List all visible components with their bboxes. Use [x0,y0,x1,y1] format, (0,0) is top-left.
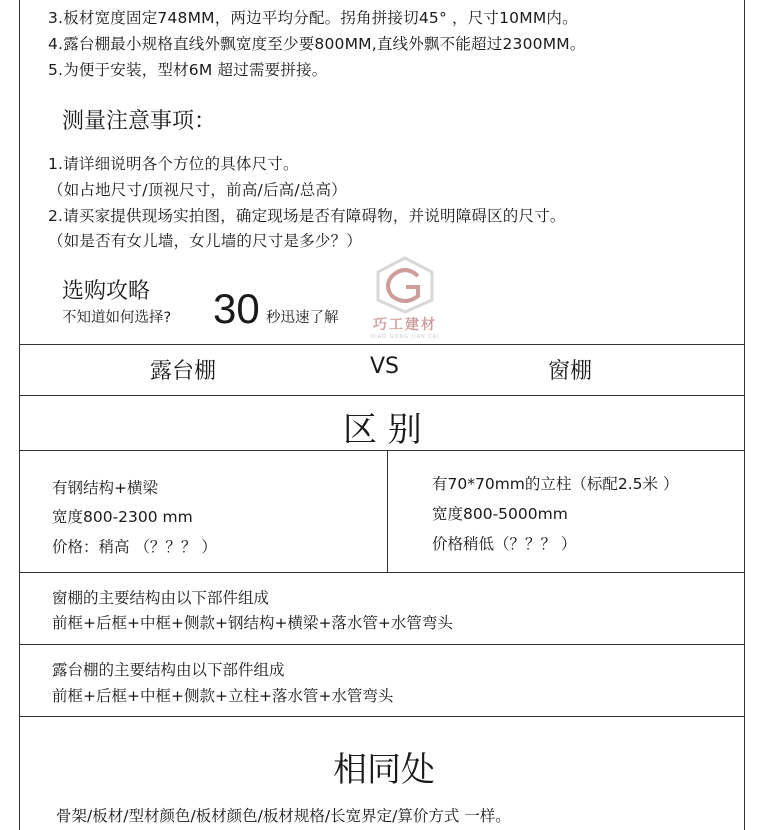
same-text: 骨架/板材/型材颜色/板材颜色/板材规格/长宽界定/算价方式 一样。 [56,807,511,825]
window-feature-1: 有70*70mm的立柱（标配2.5米 ） [432,475,679,493]
difference-title: 区 别 [343,410,422,450]
terrace-feature-3: 价格：稍高 （？？？ ） [52,538,217,556]
window-feature-3: 价格稍低（？？？ ） [432,535,577,553]
brand-logo-icon [360,254,450,316]
install-note-5: 5.为便于安装，型材6M 超过需要拼接。 [48,61,328,79]
divider [19,644,745,645]
guide-prefix: 不知道如何选择? [62,310,172,326]
terrace-structure-parts: 前框+后框+中框+侧款+立柱+落水管+水管弯头 [52,687,394,705]
divider [19,344,745,345]
watermark-text: 巧工建材 [373,317,437,333]
divider [19,450,745,451]
watermark-subtext: QIAO GONG JIAN CAI [370,334,440,340]
divider [19,716,745,717]
window-structure-parts: 前框+后框+中框+侧款+钢结构+横梁+落水管+水管弯头 [52,614,453,632]
install-note-3: 3.板材宽度固定748MM，两边平均分配。拐角拼接切45° ，尺寸10MM内。 [48,9,578,27]
install-note-4: 4.露台棚最小规格直线外飘宽度至少要800MM,直线外飘不能超过2300MM。 [48,35,586,53]
measure-line-3: 2.请买家提供现场实拍图，确定现场是否有障碍物，并说明障碍区的尺寸。 [48,207,566,225]
divider [19,395,745,396]
measure-line-4: （如是否有女儿墙，女儿墙的尺寸是多少？） [48,232,363,250]
measure-title: 测量注意事项： [62,109,217,134]
terrace-feature-2: 宽度800-2300 mm [52,508,193,526]
terrace-structure-title: 露台棚的主要结构由以下部件组成 [52,661,285,679]
divider [19,572,745,573]
compare-vs-label: VS [370,354,400,379]
guide-suffix: 秒迅速了解 [266,310,339,326]
guide-title: 选购攻略 [62,279,151,304]
same-title: 相同处 [333,750,435,790]
measure-line-1: 1.请详细说明各个方位的具体尺寸。 [48,155,299,173]
window-feature-2: 宽度800-5000mm [432,505,568,523]
terrace-feature-1: 有钢结构+横梁 [52,479,158,497]
brand-watermark [360,254,450,344]
measure-line-2: （如占地尺寸/顶视尺寸，前高/后高/总高） [48,181,347,199]
guide-number: 30 [213,285,260,332]
compare-right-label: 窗棚 [548,359,593,384]
compare-left-label: 露台棚 [150,359,217,384]
column-divider [387,450,388,572]
window-structure-title: 窗棚的主要结构由以下部件组成 [52,589,270,607]
